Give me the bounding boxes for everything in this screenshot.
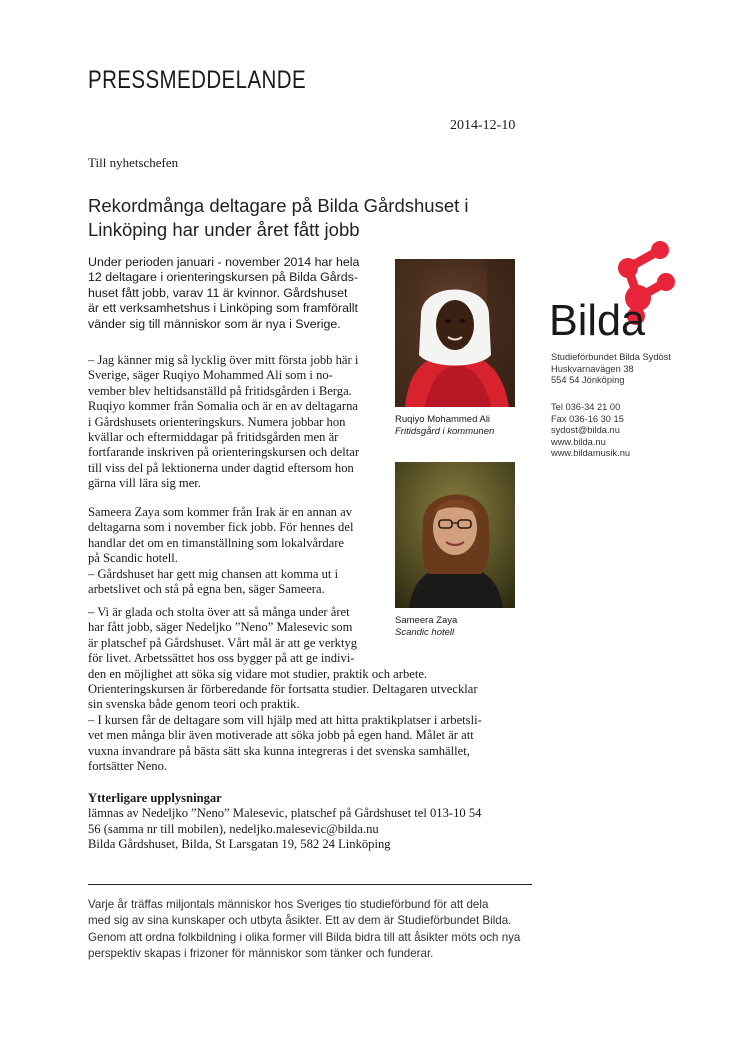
body-line: vember blev heltidsanställd på fritidsgården i Berga.	[88, 383, 352, 398]
body-line: har fått jobb, säger Nedeljko ”Neno” Malesevic som	[88, 620, 353, 635]
contact-line: 56 (samma nr till mobilen), nedeljko.malesevic@bilda.nu	[88, 821, 379, 836]
contact-line: Bilda Gårdshuset, Bilda, St Larsgatan 19, 582 24 Linköping	[88, 837, 391, 852]
caption-name: Sameera Zaya	[395, 615, 458, 626]
body-line: handlar det om en timanställning som lokalvårdare	[88, 535, 345, 550]
body-line: sin svenska både genom teori och praktik.	[88, 697, 300, 712]
org-fax: Fax 036-16 30 15	[551, 413, 624, 424]
lead-paragraph	[88, 255, 359, 332]
body-line: Sameera Zaya som kommer från Irak är en annan av	[88, 505, 352, 519]
photo-caption-sameera	[395, 615, 457, 639]
boilerplate-line: Varje år träffas miljontals människor hos Sveriges tio studieförbund för att dela	[88, 898, 489, 911]
photo-caption-ruqiyo	[395, 414, 494, 438]
body-line: arbetslivet och stå på egna ben, säger Sameera.	[88, 581, 325, 596]
body-line: – Gårdshuset har gett mig chansen att komma ut i	[88, 566, 339, 581]
body-line: Orienteringskursen är förberedande för fortsatta studier. Deltagaren utvecklar	[88, 681, 478, 696]
lead-line: är ett verksamhetshus i Linköping som framförallt	[88, 301, 358, 316]
boilerplate-text	[88, 897, 520, 962]
body-line: vet men många blir även motiverade att söka jobb på egen hand. Målet är att	[88, 728, 474, 743]
body-line: – Vi är glada och stolta över att så många under året	[88, 605, 350, 619]
portrait-photo-icon	[395, 462, 515, 608]
body-line: Ruqiyo kommer från Somalia och är en av deltagarna	[88, 399, 358, 414]
contact-info	[88, 791, 481, 853]
lead-line: huset fått jobb, varav 11 är kvinnor. Gårdshuset	[88, 285, 348, 300]
boilerplate-line: Genom att ordna folkbildning i olika former vill Bilda bidra till att åsikter möts och nya	[88, 930, 521, 944]
body-line: till viss del på lektionerna under dagtid eftersom hon	[88, 460, 354, 475]
logo-wordmark: Bilda	[549, 296, 646, 340]
body-line: den en möjlighet att söka sig vidare mot studier, praktik och arbete.	[88, 666, 428, 681]
lead-line: vänder sig till människor som är nya i Sverige.	[88, 316, 341, 331]
body-paragraph-sameera	[88, 505, 353, 597]
body-line: är platschef på Gårdshuset. Vårt mål är att ge verktyg	[88, 635, 358, 650]
bilda-logo	[548, 236, 678, 340]
body-line: gärna vill lära sig mer.	[88, 476, 201, 491]
portrait-photo-ruqiyo	[395, 259, 515, 407]
boilerplate-line: med sig av sina kunskaper och utbyta åsikter. Ett av dem är Studieförbundet Bilda.	[88, 914, 512, 928]
lead-line: Under perioden januari - november 2014 har hela	[88, 255, 360, 269]
org-contact	[551, 402, 630, 460]
headline: Rekordmånga deltagare på Bilda Gårdshuset i Linköping har under året fått jobb	[88, 195, 469, 240]
document-type-title: PRESSMEDDELANDE	[88, 66, 307, 94]
portrait-photo-icon	[395, 259, 515, 407]
bilda-network-logo-icon	[548, 236, 678, 340]
recipient-line: Till nyhetschefen	[88, 155, 179, 170]
org-address-line: Studieförbundet Bilda Sydöst	[551, 352, 671, 362]
footer-divider	[88, 884, 532, 885]
caption-subtitle: Fritidsgård i kommunen	[395, 426, 495, 437]
contact-line: lämnas av Nedeljko ”Neno” Malesevic, platschef på Gårdshuset tel 013-10 54	[88, 806, 482, 821]
caption-name: Ruqiyo Mohammed Ali	[395, 414, 491, 425]
body-line: på Scandic hotell.	[88, 551, 178, 566]
body-paragraph-ruqiyo	[88, 353, 359, 492]
body-line: kvällar och eftermiddagar på fritidsgården men är	[88, 429, 339, 444]
boilerplate-line: perspektiv skapas i frizoner för människor som tänker och funderar.	[88, 946, 434, 960]
body-line: i Gårdshusets orienteringskurs. Numera jobbar hon	[88, 414, 346, 429]
press-release-date: 2014-12-10	[450, 118, 516, 133]
portrait-photo-sameera	[395, 462, 515, 608]
org-address	[551, 352, 671, 387]
body-line: för livet. Arbetssättet hos oss bygger på att ge indivi-	[88, 651, 355, 666]
body-line: deltagarna som i november fick jobb. För hennes del	[88, 520, 354, 535]
body-line: vuxna invandrare på bästa sätt ska kunna integreras i det svenska samhället,	[88, 743, 470, 758]
body-line: fortfarande inskriven på orienteringskursen och deltar	[88, 445, 360, 460]
caption-subtitle: Scandic hotell	[395, 627, 455, 638]
org-website[interactable]: www.bilda.nu	[551, 436, 606, 447]
org-phone: Tel 036-34 21 00	[551, 402, 621, 412]
contact-heading: Ytterligare upplysningar	[88, 791, 222, 805]
body-line: – I kursen får de deltagare som vill hjälp med att hitta praktikplatser i arbetsli-	[88, 712, 482, 727]
org-music-website[interactable]: www.bildamusik.nu	[551, 448, 631, 459]
body-line: fortsätter Neno.	[88, 758, 168, 773]
org-address-line: Huskvarnavägen 38	[551, 363, 634, 374]
body-line: Sverige, säger Ruqiyo Mohammed Ali som i no-	[88, 368, 333, 383]
body-line: – Jag känner mig så lycklig över mitt första jobb här i	[88, 353, 359, 367]
org-address-line: 554 54 Jönköping	[551, 375, 625, 386]
lead-line: 12 deltagare i orienteringskursen på Bilda Gårds-	[88, 270, 358, 285]
org-email[interactable]: sydost@bilda.nu	[551, 425, 620, 436]
